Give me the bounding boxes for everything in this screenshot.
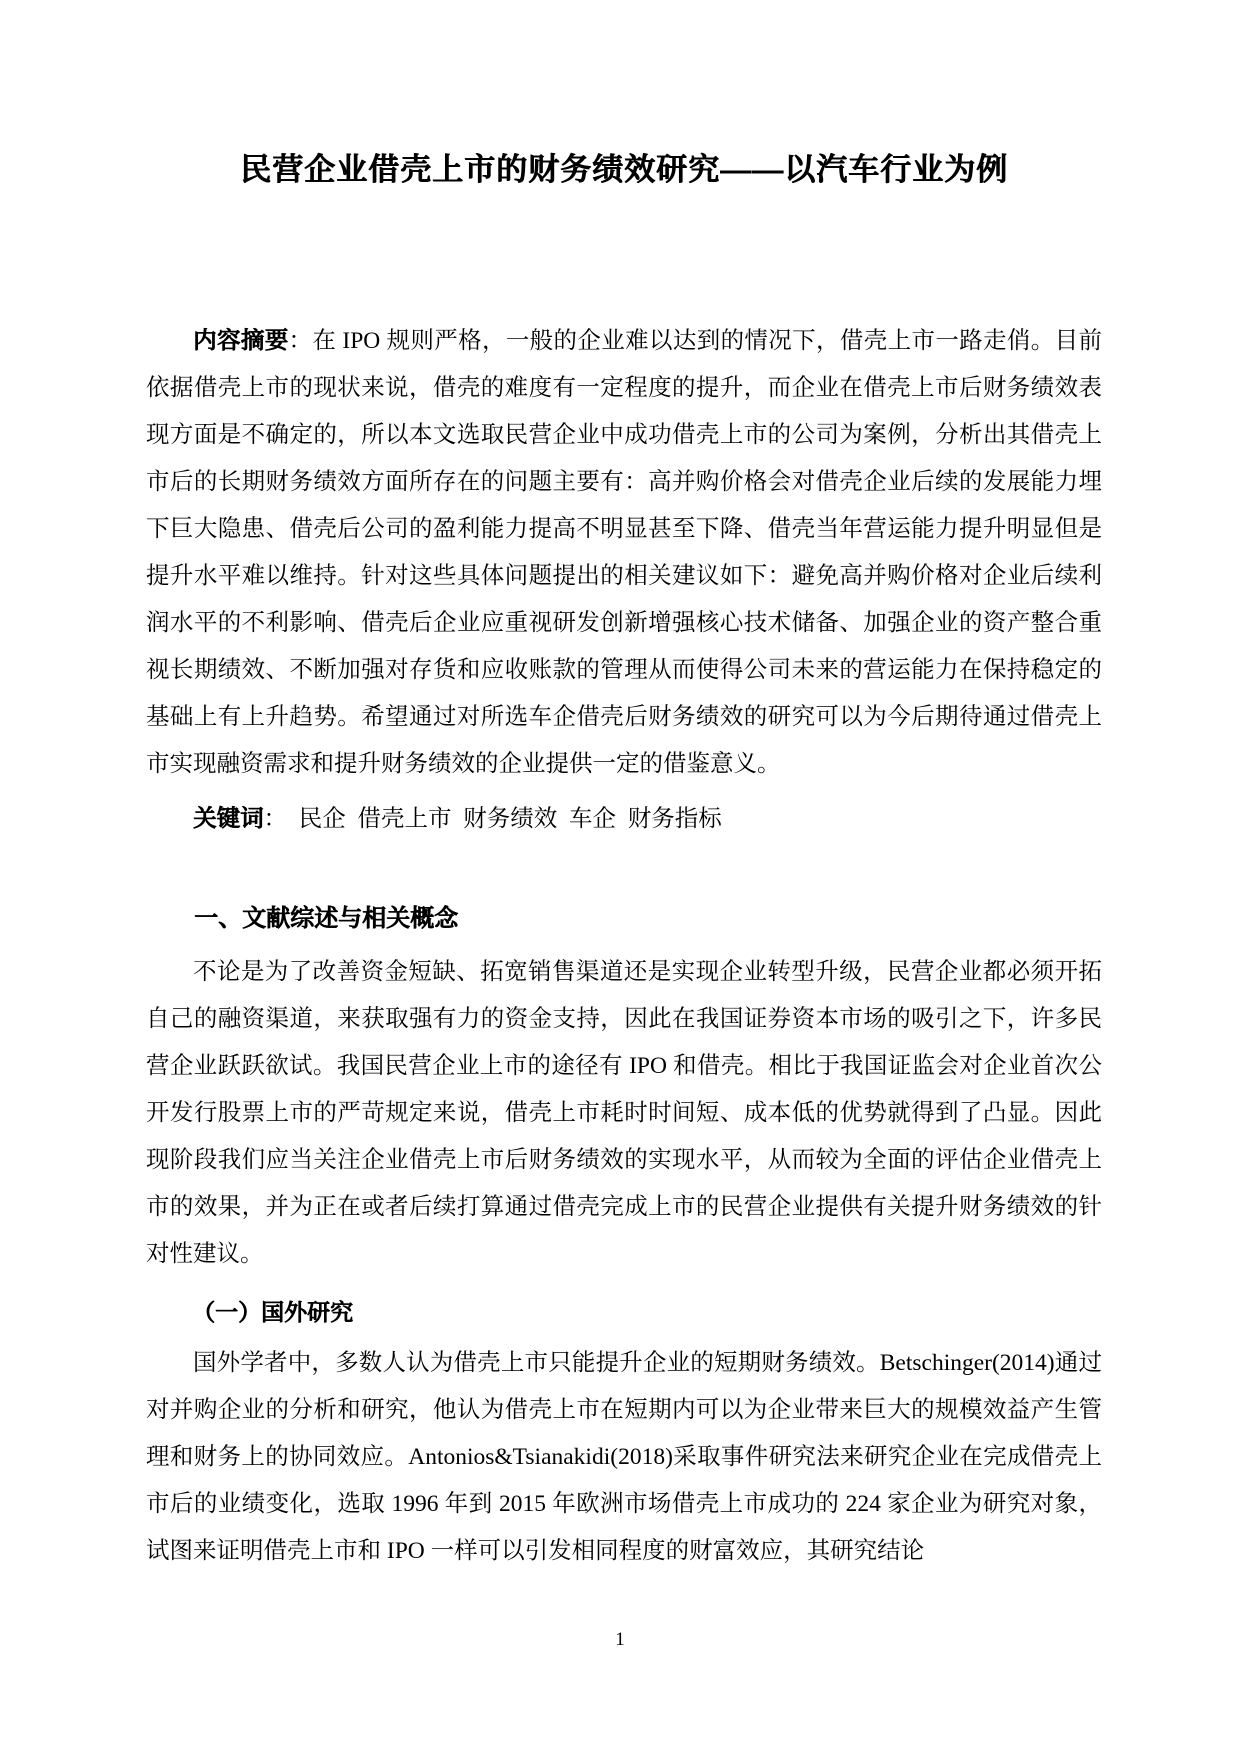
abstract-label: 内容摘要	[193, 328, 289, 354]
abstract-paragraph	[146, 318, 1102, 788]
document-title: 民营企业借壳上市的财务绩效研究——以汽车行业为例	[240, 152, 1008, 187]
abstract-text: ：在 IPO 规则严格，一般的企业难以达到的情况下，借壳上市一路走俏。目前依据借壳上市的现状来说，借壳的难度有一定程度的提升，而企业在借壳上市后财务绩效表现方面是不确定的，所以本文选取民营企业中成功借壳上市的公司为案例，分析出其借壳上市后的长期财务绩效方面所存在的问题主要有：高并购价格会对借壳企业后续的发展能力埋下巨大隐患、借壳后公司的盈利能力提高不明显甚至下降、借壳当年营运能力提升明显但是提升水平难以维持。针对这些具体问题提出的相关建议如下：避免高并购价格对企业后续利润水平的不利影响、借壳后企业应重视研发创新增强核心技术储备、加强企业的资产整合重视长期绩效、不断加强对存货和应收账款的管理从而使得公司未来的营运能力在保持稳定的基础上有上升趋势。希望通过对所选车企借壳后财务绩效的研究可以为今后期待通过借壳上市实现融资需求和提升财务绩效的企业提供一定的借鉴意义。	[146, 328, 1102, 777]
subsection-paragraph: 国外学者中，多数人认为借壳上市只能提升企业的短期财务绩效。Betschinger(2014)通过对并购企业的分析和研究，他认为借壳上市在短期内可以为企业带来巨大的规模效益产生管理和财务上的协同效应。Antonios&Tsianakidi(2018)采取事件研究法来研究企业在完成借壳上市后的业绩变化，选取 1996 年到 2015 年欧洲市场借壳上市成功的 224 家企业为研究对象，试图来证明借壳上市和 IPO 一样可以引发相同程度的财富效应，其研究结论	[146, 1350, 1102, 1564]
page-number: 1	[615, 1629, 625, 1650]
subsection-heading-foreign-research: （一）国外研究	[192, 1299, 353, 1325]
keywords-label: 关键词	[193, 806, 264, 832]
section-paragraph: 不论是为了改善资金短缺、拓宽销售渠道还是实现企业转型升级，民营企业都必须开拓自己的融资渠道，来获取强有力的资金支持，因此在我国证券资本市场的吸引之下，许多民营企业跃跃欲试。我国民营企业上市的途径有 IPO 和借壳。相比于我国证监会对企业首次公开发行股票上市的严苛规定来说，借壳上市耗时时间短、成本低的优势就得到了凸显。因此现阶段我们应当关注企业借壳上市后财务绩效的实现水平，从而较为全面的评估企业借壳上市的效果，并为正在或者后续打算通过借壳完成上市的民营企业提供有关提升财务绩效的针对性建议。	[146, 959, 1102, 1267]
section-heading-literature-review: 一、文献综述与相关概念	[194, 905, 458, 932]
keywords-text: ： 民企 借壳上市 财务绩效 车企 财务指标	[263, 806, 722, 832]
keywords-line	[146, 796, 1102, 843]
